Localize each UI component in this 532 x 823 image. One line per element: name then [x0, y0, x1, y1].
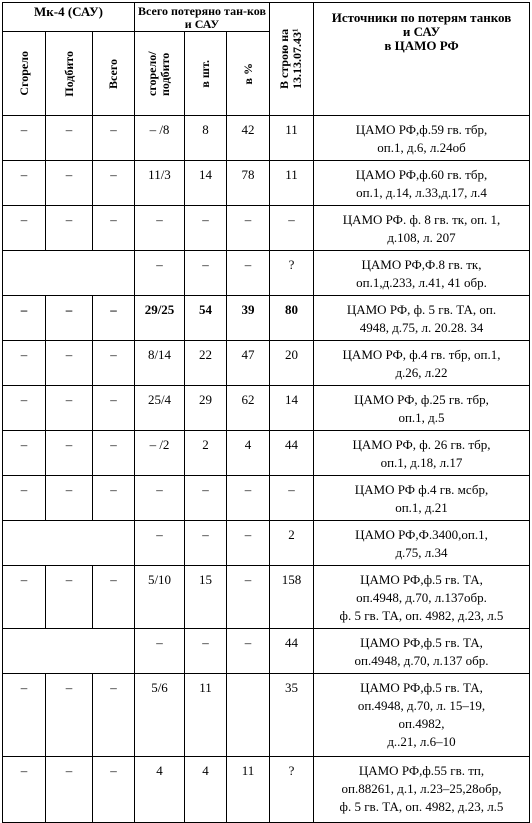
header-burned-cell [3, 32, 46, 116]
cell-hit: – [46, 161, 93, 206]
cell-total: – [93, 206, 135, 251]
table-row [3, 757, 530, 823]
source-line: ЦАМО РФ. ф. 8 гв. тк, оп. 1, [342, 212, 501, 227]
cell-burned-hit: 11/3 [135, 161, 185, 206]
source-line: оп.4948, д.70, л.137 обр. [354, 653, 489, 668]
cell-merged-empty [3, 521, 135, 566]
cell-source [314, 566, 530, 629]
cell-total: – [93, 566, 135, 629]
cell-burned: – [3, 341, 46, 386]
header-hit-cell [46, 32, 93, 116]
table-row [3, 476, 530, 521]
cell-source [314, 386, 530, 431]
source-line: ЦАМО РФ, ф.25 гв. тбр, [354, 392, 489, 407]
cell-burned-hit: 5/6 [135, 674, 185, 757]
cell-pct [227, 674, 270, 757]
source-line: оп.1, д.5 [398, 410, 445, 425]
cell-burned-hit: – [135, 251, 185, 296]
cell-hit: – [46, 476, 93, 521]
cell-burned: – [3, 674, 46, 757]
cell-burned: – [3, 757, 46, 823]
table-row [3, 674, 530, 757]
cell-pcs: 22 [185, 341, 227, 386]
cell-pcs: 15 [185, 566, 227, 629]
cell-burned: – [3, 431, 46, 476]
header-burned-hit: сгорело/подбито [144, 51, 172, 96]
header-total: Всего [106, 58, 120, 89]
cell-pct: – [227, 521, 270, 566]
source-line: ЦАМО РФ,ф.60 гв. тбр, [355, 167, 488, 182]
cell-burned-hit: – [135, 521, 185, 566]
cell-burned-hit: 25/4 [135, 386, 185, 431]
table-row [3, 206, 530, 251]
cell-in-service: 44 [270, 629, 314, 674]
cell-in-service: 11 [270, 161, 314, 206]
header-in-service-cell [270, 3, 314, 116]
cell-burned: – [3, 476, 46, 521]
cell-total: – [93, 757, 135, 823]
cell-pct: 39 [227, 296, 270, 341]
header-total-lost: Всего потеряно тан-ков и САУ [135, 3, 270, 32]
cell-source [314, 161, 530, 206]
cell-total: – [93, 116, 135, 161]
cell-pct: 47 [227, 341, 270, 386]
cell-in-service: 11 [270, 116, 314, 161]
source-line: ЦАМО РФ, ф.4 гв. тбр, оп.1, [342, 347, 501, 362]
table-row [3, 431, 530, 476]
header-pcs-cell [185, 32, 227, 116]
source-line: ЦАМО РФ,Ф.8 гв. тк, [361, 257, 482, 272]
table-row [3, 116, 530, 161]
cell-pct: 42 [227, 116, 270, 161]
source-line: ф. 5 гв. ТА, оп. 4982, д.23, л.5 [339, 799, 504, 814]
cell-in-service: 14 [270, 386, 314, 431]
source-line: 4948, д.75, л. 20.28. 34 [359, 320, 484, 335]
cell-source [314, 296, 530, 341]
cell-burned: – [3, 566, 46, 629]
cell-burned-hit: 29/25 [135, 296, 185, 341]
header-in-service: В строю на 13.13.07.43¹ [276, 28, 304, 90]
cell-pcs: 54 [185, 296, 227, 341]
cell-pcs: – [185, 476, 227, 521]
header-sources [314, 3, 530, 116]
source-line: ЦАМО РФ,ф.5 гв. ТА, [360, 680, 483, 695]
cell-source [314, 206, 530, 251]
cell-merged-empty [3, 251, 135, 296]
cell-in-service: 20 [270, 341, 314, 386]
table-row [3, 341, 530, 386]
cell-total: – [93, 296, 135, 341]
cell-pcs: 2 [185, 431, 227, 476]
source-line: д..21, л.6–10 [387, 734, 456, 749]
cell-pcs: – [185, 629, 227, 674]
cell-pct: 62 [227, 386, 270, 431]
source-line: д.75, л.34 [395, 545, 448, 560]
cell-in-service: 35 [270, 674, 314, 757]
table-row [3, 386, 530, 431]
cell-pct: 78 [227, 161, 270, 206]
cell-hit: – [46, 674, 93, 757]
cell-in-service: 158 [270, 566, 314, 629]
cell-in-service: ? [270, 251, 314, 296]
cell-source [314, 431, 530, 476]
header-total-cell [93, 32, 135, 116]
source-line: ЦАМО РФ,ф.5 гв. ТА, [360, 572, 483, 587]
cell-pcs: 4 [185, 757, 227, 823]
source-line: ЦАМО РФ,Ф.3400,оп.1, [355, 527, 488, 542]
table-row [3, 521, 530, 566]
cell-burned-hit: – /2 [135, 431, 185, 476]
cell-burned-hit: – /8 [135, 116, 185, 161]
cell-pct: – [227, 206, 270, 251]
cell-source [314, 674, 530, 757]
cell-burned-hit: – [135, 206, 185, 251]
cell-burned-hit: – [135, 476, 185, 521]
table-row [3, 251, 530, 296]
table-row [3, 161, 530, 206]
table-row [3, 566, 530, 629]
cell-burned: – [3, 206, 46, 251]
cell-hit: – [46, 116, 93, 161]
source-line: д.26, л.22 [395, 365, 448, 380]
cell-merged-empty [3, 629, 135, 674]
source-line: ЦАМО РФ ф.4 гв. мсбр, [354, 482, 489, 497]
header-sources-line-3: в ЦАМО РФ [384, 38, 459, 53]
cell-in-service: 2 [270, 521, 314, 566]
cell-pct: – [227, 476, 270, 521]
cell-hit: – [46, 386, 93, 431]
header-pct: в % [240, 62, 255, 85]
cell-hit: – [46, 431, 93, 476]
header-burned: Сгорело [16, 51, 31, 96]
cell-burned-hit: 8/14 [135, 341, 185, 386]
source-line: ЦАМО РФ, ф. 5 гв. ТА, оп. [346, 302, 497, 317]
cell-pct: – [227, 629, 270, 674]
cell-total: – [93, 431, 135, 476]
cell-pct: 4 [227, 431, 270, 476]
source-line: ЦАМО РФ,ф.59 гв. тбр, [355, 122, 488, 137]
losses-table [2, 2, 530, 823]
cell-hit: – [46, 757, 93, 823]
cell-in-service: ? [270, 757, 314, 823]
source-line: оп.88261, д.1, л.23–25,28обр, [341, 781, 502, 796]
cell-source [314, 629, 530, 674]
cell-total: – [93, 476, 135, 521]
cell-pcs: – [185, 206, 227, 251]
cell-hit: – [46, 341, 93, 386]
table-row [3, 629, 530, 674]
cell-hit: – [46, 206, 93, 251]
source-line: оп.1, д.18, л.17 [380, 455, 463, 470]
header-burned-hit-cell [135, 32, 185, 116]
cell-total: – [93, 674, 135, 757]
source-line: оп.4982, [398, 716, 445, 731]
cell-pct: – [227, 251, 270, 296]
cell-burned: – [3, 161, 46, 206]
cell-total: – [93, 341, 135, 386]
cell-pct: 11 [227, 757, 270, 823]
source-line: ЦАМО РФ,ф.5 гв. ТА, [360, 635, 483, 650]
cell-in-service: 80 [270, 296, 314, 341]
source-line: д.108, л. 207 [387, 230, 456, 245]
source-line: ф. 5 гв. ТА, оп. 4982, д.23, л.5 [339, 608, 504, 623]
cell-in-service: – [270, 206, 314, 251]
header-mk4: Мк-4 (САУ) [3, 3, 135, 32]
cell-source [314, 341, 530, 386]
source-line: ЦАМО РФ, ф. 26 гв. тбр, [352, 437, 491, 452]
source-line: оп.1,д.233, л.41, 41 обр. [356, 275, 487, 290]
cell-burned: – [3, 296, 46, 341]
cell-pct: – [227, 566, 270, 629]
cell-in-service: 44 [270, 431, 314, 476]
source-line: оп.1, д.6, л.24об [377, 140, 466, 155]
cell-in-service: – [270, 476, 314, 521]
source-line: оп.1, д.14, л.33,д.17, л.4 [356, 185, 487, 200]
cell-burned-hit: – [135, 629, 185, 674]
cell-pcs: 8 [185, 116, 227, 161]
table-row [3, 296, 530, 341]
cell-source [314, 251, 530, 296]
source-line: оп.4948, д.70, л.137обр. [356, 590, 487, 605]
cell-pcs: 29 [185, 386, 227, 431]
source-line: оп.4948, д.70, л. 15–19, [357, 698, 486, 713]
header-pct-cell [227, 32, 270, 116]
header-hit: Подбито [61, 50, 76, 97]
header-sources-line-2: и САУ [402, 24, 441, 39]
cell-source [314, 757, 530, 823]
cell-pcs: – [185, 521, 227, 566]
cell-source [314, 521, 530, 566]
cell-burned-hit: 4 [135, 757, 185, 823]
cell-pcs: 14 [185, 161, 227, 206]
cell-burned-hit: 5/10 [135, 566, 185, 629]
header-sources-line-1: Источники по потерям танков [331, 10, 512, 25]
cell-burned: – [3, 386, 46, 431]
source-line: оп.1, д.21 [395, 500, 448, 515]
cell-total: – [93, 161, 135, 206]
cell-pcs: – [185, 251, 227, 296]
cell-hit: – [46, 296, 93, 341]
cell-source [314, 476, 530, 521]
source-line: ЦАМО РФ,ф.55 гв. тп, [358, 763, 485, 778]
cell-burned: – [3, 116, 46, 161]
cell-source [314, 116, 530, 161]
cell-hit: – [46, 566, 93, 629]
header-pcs: в шт. [198, 59, 212, 88]
cell-pcs: 11 [185, 674, 227, 757]
cell-total: – [93, 386, 135, 431]
